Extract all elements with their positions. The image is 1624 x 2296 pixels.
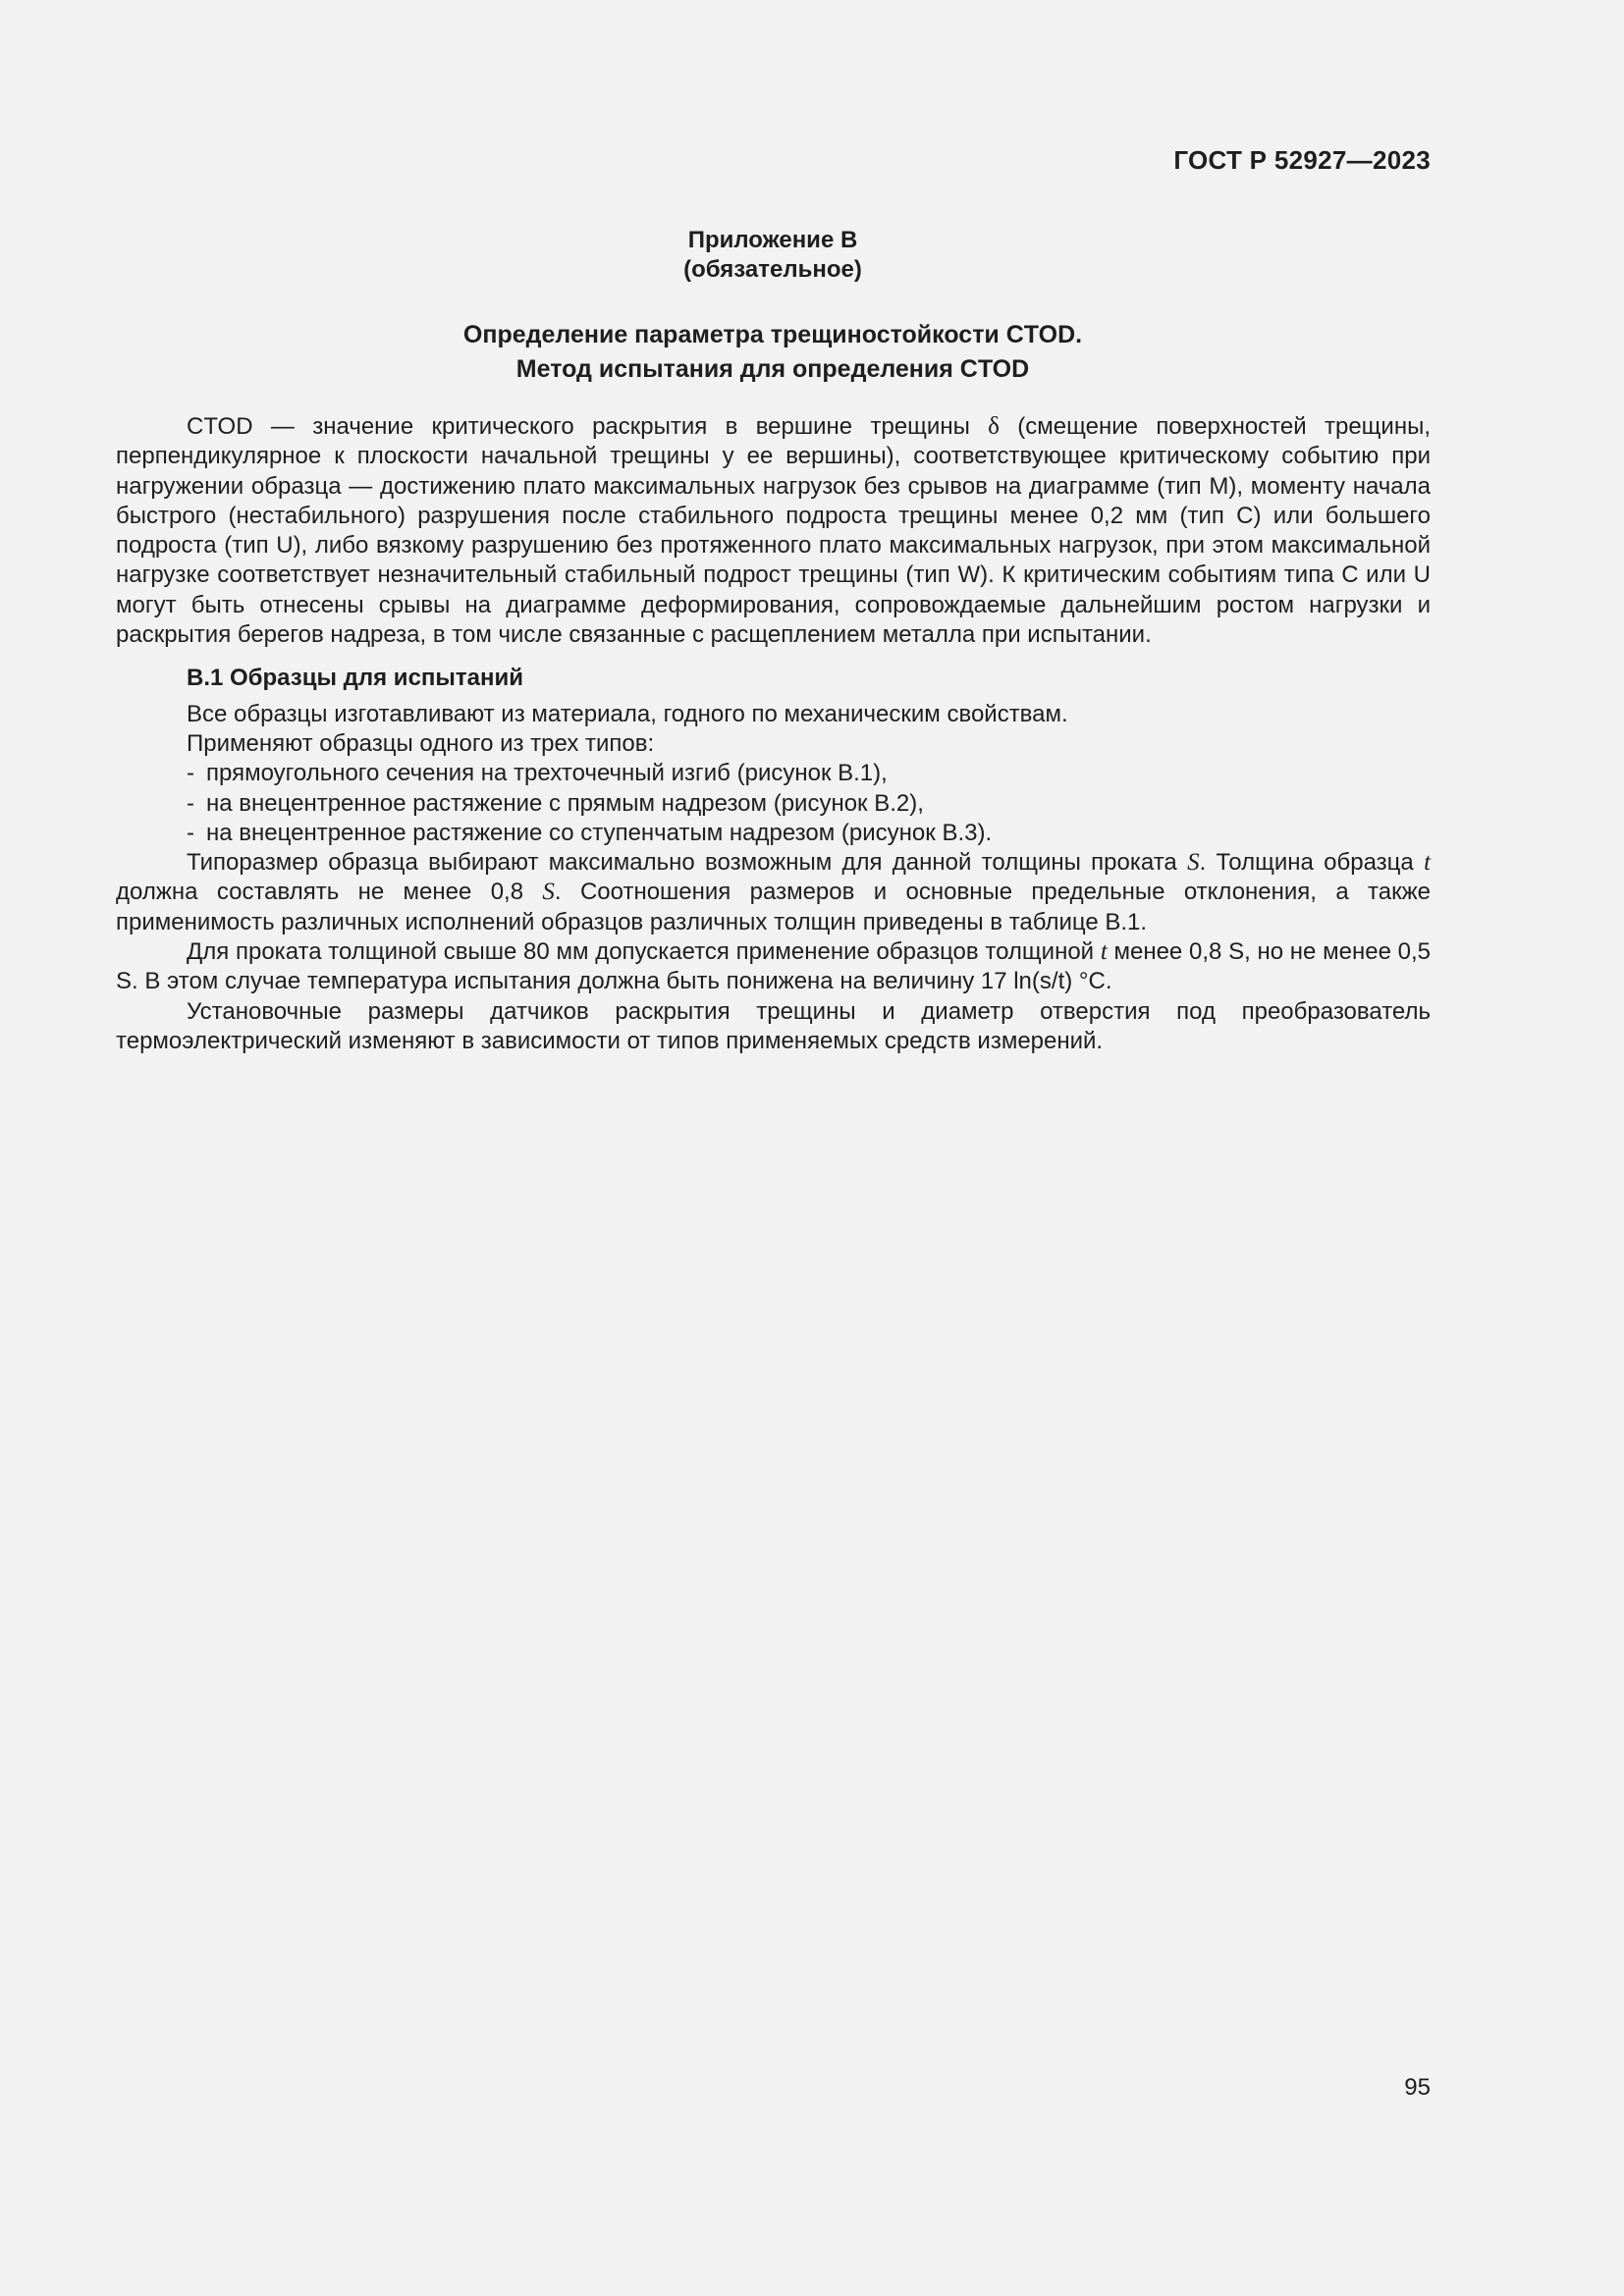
appendix-status: (обязательное) bbox=[683, 256, 862, 283]
list-item bbox=[116, 759, 1431, 788]
list-item-text: на внецентренное растяжение с прямым надрезом (рисунок В.2), bbox=[206, 789, 924, 817]
appendix-title-line-1: Определение параметра трещиностойкости CTOD. bbox=[462, 321, 1083, 348]
document-body bbox=[116, 412, 1431, 1056]
intro-text-end: (смещение поверхностей трещины, перпендикулярное к плоскости начальной трещины у ее вершины), соответствующее критическому событию при нагружении образца — достижению плато максимальных нагрузок без срывов на диаграмме (тип М), моменту начала быстрого (нестабильного) разрушения после стабильного подроста трещины менее 0,2 мм (тип С) или большего подроста (тип U), либо вязкому разрушению без протяженного плато максимальных нагрузок, при этом максимальной нагрузке соответствует незначительный стабильный подрост трещины (тип W). К критическим событиям типа С или U могут быть отнесены срывы на диаграмме деформирования, сопровождаемые дальнейшим ростом нагрузки и раскрытия берегов надреза, в том числе связанные с расщеплением металла при испытании. bbox=[116, 413, 1431, 649]
list-dash: - bbox=[187, 789, 194, 817]
material-paragraph: Все образцы изготавливают из материала, годного по механическим свойствам. bbox=[187, 700, 1068, 727]
size-text-4: . Соотношения размеров и основные предельные отклонения, а также применимость различных исполнений образцов различных толщин приведены в таблице В.1. bbox=[116, 879, 1432, 935]
list-dash: - bbox=[187, 819, 194, 846]
appendix-heading bbox=[0, 226, 1545, 285]
size-paragraph bbox=[116, 848, 1431, 937]
list-item-text: прямоугольного сечения на трехточечный изгиб (рисунок В.1), bbox=[206, 760, 888, 787]
appendix-title-line-2: Метод испытания для определения CTOD bbox=[515, 355, 1030, 383]
types-intro-paragraph: Применяют образцы одного из трех типов: bbox=[187, 729, 655, 757]
list-dash: - bbox=[187, 760, 194, 787]
list-item-text: на внецентренное растяжение со ступенчатым надрезом (рисунок В.3). bbox=[206, 819, 993, 846]
thickness-text-1: Для проката толщиной свыше 80 мм допускается применение образцов толщиной bbox=[187, 938, 1101, 966]
appendix-title bbox=[0, 318, 1545, 387]
size-text-3: должна составлять не менее 0,8 bbox=[116, 879, 543, 906]
document-standard-header: ГОСТ Р 52927—2023 bbox=[1173, 145, 1431, 175]
symbol-S: S bbox=[1187, 849, 1200, 877]
appendix-label: Приложение В bbox=[687, 227, 858, 253]
symbol-t: t bbox=[1100, 938, 1108, 966]
intro-paragraph bbox=[116, 412, 1431, 650]
size-text-1: Типоразмер образца выбирают максимально возможным для данной толщины проката bbox=[187, 849, 1188, 877]
thickness-text-2: менее 0,8 S, но не менее 0,5 S. В этом случае температура испытания должна быть понижена на величину 17 ln(s/t) °С. bbox=[116, 938, 1432, 995]
page-number: 95 bbox=[1404, 2074, 1431, 2101]
list-item bbox=[116, 819, 1431, 848]
thickness-paragraph bbox=[116, 937, 1431, 997]
size-text-2: . Толщина образца bbox=[1199, 849, 1425, 877]
sensors-paragraph: Установочные размеры датчиков раскрытия трещины и диаметр отверстия под преобразователь термоэлектрический изменяют в зависимости от типов применяемых средств измерений. bbox=[116, 997, 1431, 1054]
symbol-S: S bbox=[542, 879, 555, 906]
section-heading-b1: В.1 Образцы для испытаний bbox=[187, 665, 524, 692]
symbol-t: t bbox=[1424, 849, 1432, 877]
delta-symbol: δ bbox=[988, 413, 1000, 440]
intro-text-start: CTOD — значение критического раскрытия в вершине трещины bbox=[187, 413, 989, 440]
list-item bbox=[116, 789, 1431, 819]
